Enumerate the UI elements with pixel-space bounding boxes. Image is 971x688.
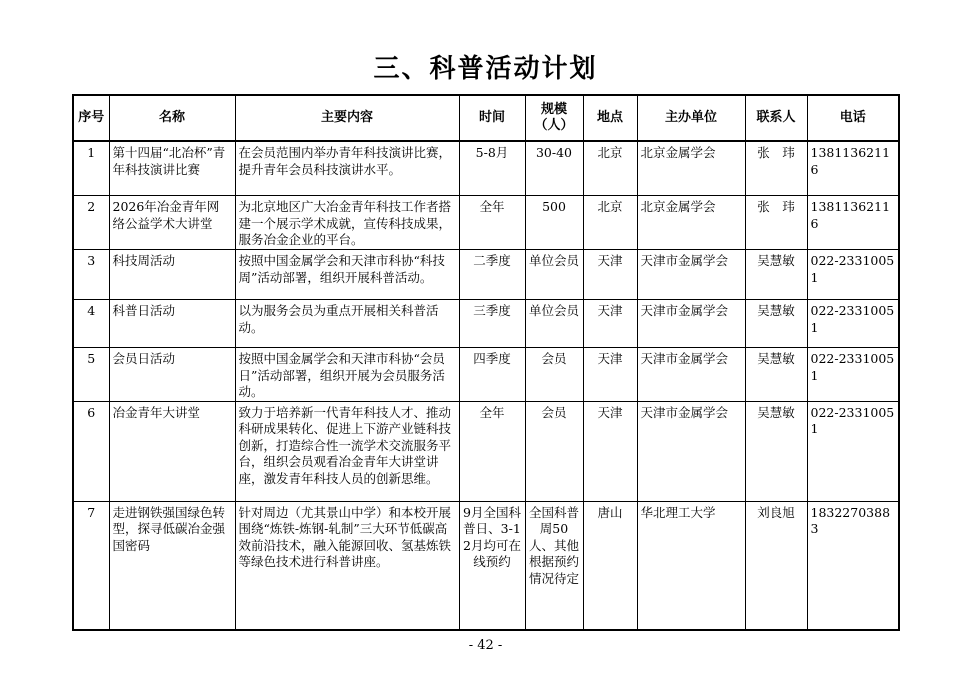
header-scale: 规模（人） (525, 95, 583, 141)
header-phone: 电话 (807, 95, 899, 141)
cell-scale: 全国科普周50人、其他根据预约情况待定 (525, 501, 583, 630)
page-number: - 42 - (468, 638, 503, 653)
cell-scale: 30-40 (525, 141, 583, 196)
cell-phone: 13811362116 (807, 196, 899, 250)
cell-organizer: 北京金属学会 (637, 141, 745, 196)
cell-content: 按照中国金属学会和天津市科协“科技周”活动部署，组织开展科普活动。 (235, 250, 459, 300)
cell-name: 第十四届“北冶杯”青年科技演讲比赛 (109, 141, 235, 196)
cell-scale: 500 (525, 196, 583, 250)
cell-location: 北京 (583, 141, 637, 196)
cell-scale: 单位会员 (525, 300, 583, 348)
table-row (73, 401, 899, 501)
header-contact: 联系人 (745, 95, 807, 141)
cell-name: 冶金青年大讲堂 (109, 401, 235, 501)
cell-location: 天津 (583, 250, 637, 300)
cell-content: 以为服务会员为重点开展相关科普活动。 (235, 300, 459, 348)
table-row (73, 250, 899, 300)
cell-time: 四季度 (459, 348, 525, 402)
cell-phone: 022-23310051 (807, 348, 899, 402)
table-row (73, 348, 899, 402)
cell-no: 2 (73, 196, 109, 250)
cell-scale: 单位会员 (525, 250, 583, 300)
cell-phone: 022-23310051 (807, 300, 899, 348)
cell-phone: 022-23310051 (807, 250, 899, 300)
table-row (73, 300, 899, 348)
cell-no: 6 (73, 401, 109, 501)
cell-phone: 18322703883 (807, 501, 899, 630)
cell-time: 三季度 (459, 300, 525, 348)
table-row (73, 196, 899, 250)
cell-contact: 张 玮 (745, 196, 807, 250)
cell-scale: 会员 (525, 401, 583, 501)
cell-no: 5 (73, 348, 109, 402)
cell-organizer: 天津市金属学会 (637, 348, 745, 402)
cell-time: 二季度 (459, 250, 525, 300)
cell-name: 走进钢铁强国绿色转型，探寻低碳冶金强国密码 (109, 501, 235, 630)
cell-time: 全年 (459, 401, 525, 501)
cell-content: 致力于培养新一代青年科技人才、推动科研成果转化、促进上下游产业链科技创新，打造综合性一流学术交流服务平台，组织会员观看冶金青年大讲堂讲座，激发青年科技人员的创新思维。 (235, 401, 459, 501)
cell-name: 科普日活动 (109, 300, 235, 348)
cell-organizer: 天津市金属学会 (637, 401, 745, 501)
cell-scale: 会员 (525, 348, 583, 402)
cell-phone: 022-23310051 (807, 401, 899, 501)
cell-content: 为北京地区广大冶金青年科技工作者搭建一个展示学术成就，宣传科技成果，服务冶金企业的平台。 (235, 196, 459, 250)
cell-no: 3 (73, 250, 109, 300)
cell-location: 天津 (583, 401, 637, 501)
cell-no: 1 (73, 141, 109, 196)
table-row (73, 141, 899, 196)
header-location: 地点 (583, 95, 637, 141)
cell-contact: 张 玮 (745, 141, 807, 196)
cell-location: 天津 (583, 348, 637, 402)
cell-organizer: 北京金属学会 (637, 196, 745, 250)
header-time: 时间 (459, 95, 525, 141)
cell-organizer: 天津市金属学会 (637, 250, 745, 300)
cell-contact: 吴慧敏 (745, 401, 807, 501)
header-organizer: 主办单位 (637, 95, 745, 141)
cell-content: 在会员范围内举办青年科技演讲比赛，提升青年会员科技演讲水平。 (235, 141, 459, 196)
header-name: 名称 (109, 95, 235, 141)
header-content: 主要内容 (235, 95, 459, 141)
cell-name: 科技周活动 (109, 250, 235, 300)
cell-no: 7 (73, 501, 109, 630)
cell-organizer: 天津市金属学会 (637, 300, 745, 348)
cell-contact: 吴慧敏 (745, 300, 807, 348)
cell-name: 2026年冶金青年网络公益学术大讲堂 (109, 196, 235, 250)
table-row (73, 501, 899, 630)
page-title: 三、科普活动计划 (373, 54, 598, 84)
cell-location: 天津 (583, 300, 637, 348)
cell-contact: 吴慧敏 (745, 250, 807, 300)
cell-time: 全年 (459, 196, 525, 250)
cell-time: 9月全国科普日、3-12月均可在线预约 (459, 501, 525, 630)
header-no: 序号 (73, 95, 109, 141)
cell-location: 北京 (583, 196, 637, 250)
cell-contact: 刘良旭 (745, 501, 807, 630)
cell-contact: 吴慧敏 (745, 348, 807, 402)
cell-content: 按照中国金属学会和天津市科协“会员日”活动部署，组织开展为会员服务活动。 (235, 348, 459, 402)
cell-no: 4 (73, 300, 109, 348)
activity-plan-table (72, 94, 900, 631)
cell-organizer: 华北理工大学 (637, 501, 745, 630)
table-header-row (73, 95, 899, 141)
cell-name: 会员日活动 (109, 348, 235, 402)
cell-time: 5-8月 (459, 141, 525, 196)
cell-phone: 13811362116 (807, 141, 899, 196)
cell-location: 唐山 (583, 501, 637, 630)
cell-content: 针对周边（尤其景山中学）和本校开展围绕“炼铁-炼钢-轧制”三大环节低碳高效前沿技术，融入能源回收、氢基炼铁等绿色技术进行科普讲座。 (235, 501, 459, 630)
